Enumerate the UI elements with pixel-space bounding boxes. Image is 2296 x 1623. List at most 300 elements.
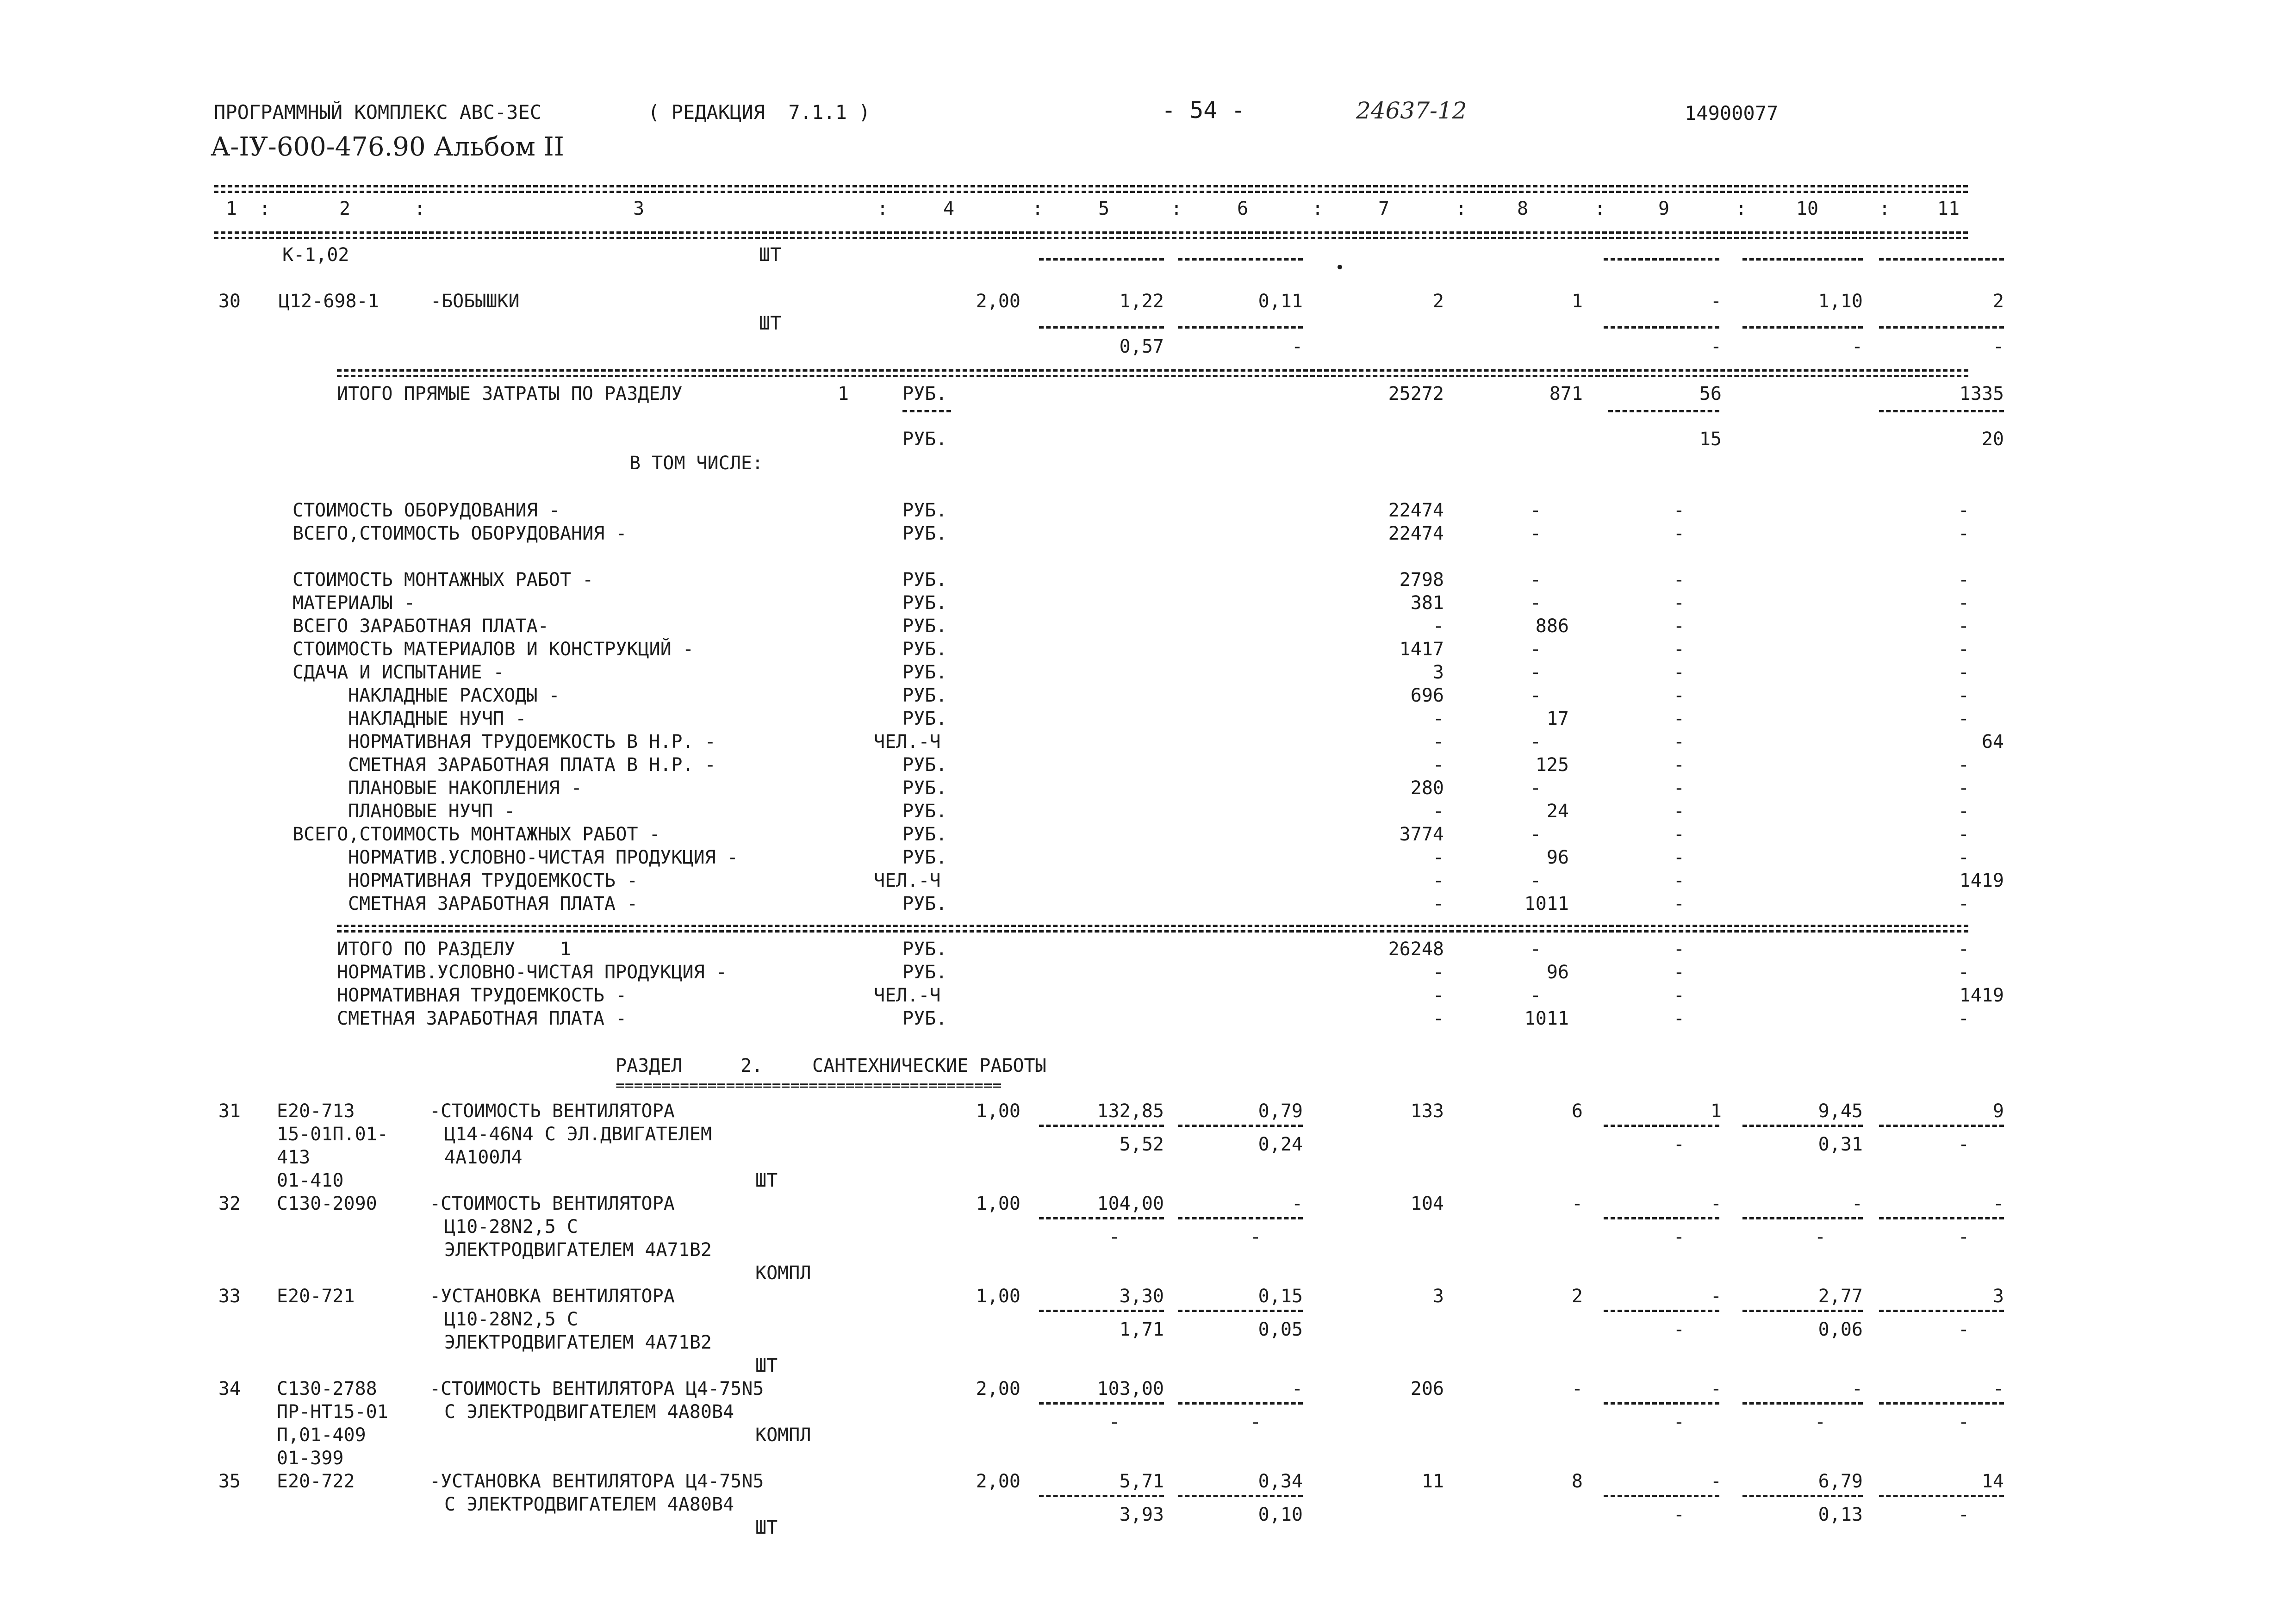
sub-rule bbox=[1039, 326, 1164, 329]
breakdown-c11: - bbox=[1958, 754, 1969, 776]
section-number: 2. bbox=[740, 1055, 763, 1076]
cell-c11-sub: - bbox=[1958, 1134, 1969, 1155]
cell-c5: 132,85 bbox=[1097, 1101, 1164, 1122]
breakdown-c7: - bbox=[1432, 870, 1444, 891]
cell-c5: 103,00 bbox=[1097, 1378, 1164, 1399]
cell-c5-sub: 0,57 bbox=[1119, 336, 1164, 357]
section-total-c8: 1011 bbox=[1524, 1008, 1569, 1029]
cell-c7: 206 bbox=[1410, 1378, 1444, 1399]
sub-rule bbox=[1879, 1402, 2004, 1405]
cell-c8: - bbox=[1571, 1193, 1583, 1214]
breakdown-label: НАКЛАДНЫЕ НУЧП - bbox=[348, 708, 527, 729]
cell-c11: - bbox=[1992, 1193, 2004, 1214]
breakdown-c8: - bbox=[1530, 569, 1541, 591]
breakdown-c8: 24 bbox=[1546, 801, 1569, 822]
breakdown-label: ВСЕГО,СТОИМОСТЬ ОБОРУДОВАНИЯ - bbox=[292, 523, 627, 544]
breakdown-c11: - bbox=[1958, 893, 1969, 914]
sub-rule bbox=[1039, 1310, 1164, 1312]
page-number: - 54 - bbox=[1162, 97, 1245, 124]
column-header-5: 5 bbox=[1098, 198, 1110, 219]
breakdown-c8: - bbox=[1530, 731, 1541, 752]
column-header-7: 7 bbox=[1378, 198, 1390, 219]
cell-c11: - bbox=[1992, 1378, 2004, 1399]
sub-rule bbox=[1604, 258, 1719, 261]
breakdown-unit: РУБ. bbox=[902, 801, 947, 822]
table-header-rule bbox=[214, 231, 1968, 234]
breakdown-c11: - bbox=[1958, 708, 1969, 729]
sub-rule bbox=[1608, 410, 1719, 412]
cell-c7: 11 bbox=[1421, 1471, 1444, 1492]
column-separator: : bbox=[877, 198, 889, 219]
cell-c11-sub: - bbox=[1958, 1319, 1969, 1340]
breakdown-c8: - bbox=[1530, 870, 1541, 891]
cell-c7: 2 bbox=[1432, 291, 1444, 312]
section-total-c7: - bbox=[1432, 985, 1444, 1006]
breakdown-label: СМЕТНАЯ ЗАРАБОТНАЯ ПЛАТА - bbox=[348, 893, 638, 914]
sub-rule bbox=[1604, 1217, 1719, 1219]
section-total-unit: РУБ. bbox=[902, 962, 947, 983]
cell-c11: 3 bbox=[1992, 1286, 2004, 1307]
item-name: Ц10-28N2,5 С bbox=[444, 1216, 578, 1237]
breakdown-label: МАТЕРИАЛЫ - bbox=[292, 592, 415, 614]
cell-c8: 2 bbox=[1571, 1286, 1583, 1307]
section-total-c8: - bbox=[1530, 985, 1541, 1006]
cell-c8: 8 bbox=[1571, 1471, 1583, 1492]
column-header-1: 1 bbox=[225, 198, 237, 219]
sub-rule bbox=[1879, 326, 2004, 329]
cell-c6-sub: - bbox=[1250, 1412, 1261, 1433]
cell-c5-sub: 3,93 bbox=[1119, 1504, 1164, 1525]
unit-label: ШТ bbox=[755, 1517, 778, 1538]
section-total-c7: - bbox=[1432, 962, 1444, 983]
breakdown-c7: 22474 bbox=[1388, 500, 1444, 521]
breakdown-unit: РУБ. bbox=[902, 500, 947, 521]
cell-c6-sub: 0,05 bbox=[1258, 1319, 1303, 1340]
item-name: ЭЛЕКТРОДВИГАТЕЛЕМ 4А71В2 bbox=[444, 1239, 712, 1261]
totals-unit-2: РУБ. bbox=[902, 429, 947, 450]
breakdown-c9: - bbox=[1673, 777, 1685, 799]
breakdown-c9: - bbox=[1673, 893, 1685, 914]
breakdown-c9: - bbox=[1673, 523, 1685, 544]
cell-c9: - bbox=[1710, 1286, 1722, 1307]
item-name: ЭЛЕКТРОДВИГАТЕЛЕМ 4А71В2 bbox=[444, 1332, 712, 1353]
cell-c10: 2,77 bbox=[1818, 1286, 1863, 1307]
table-top-rule bbox=[214, 185, 1968, 187]
item-number: 34 bbox=[218, 1378, 241, 1399]
cell-c11-sub: - bbox=[1992, 336, 2004, 357]
sub-rule bbox=[1879, 410, 2004, 412]
cell-c8: 1 bbox=[1571, 291, 1583, 312]
breakdown-c9: - bbox=[1673, 801, 1685, 822]
unit-label: ШТ bbox=[755, 1355, 778, 1376]
cell-c5-sub: - bbox=[1108, 1226, 1120, 1248]
sub-rule bbox=[1039, 1125, 1164, 1127]
breakdown-unit: РУБ. bbox=[902, 685, 947, 706]
breakdown-unit: РУБ. bbox=[902, 523, 947, 544]
cell-c10: - bbox=[1851, 1378, 1863, 1399]
cell-c6-sub: - bbox=[1250, 1226, 1261, 1248]
sub-rule bbox=[1879, 258, 2004, 261]
cell-c6: 0,15 bbox=[1258, 1286, 1303, 1307]
cell-c5-sub: 1,71 bbox=[1119, 1319, 1164, 1340]
cell-qty: 2,00 bbox=[976, 1471, 1020, 1492]
breakdown-unit: ЧЕЛ.-Ч bbox=[874, 870, 941, 891]
cell-c9-sub: - bbox=[1673, 1504, 1685, 1525]
cell-c6: 0,34 bbox=[1258, 1471, 1303, 1492]
section-total-c7: - bbox=[1432, 1008, 1444, 1029]
item-number: 30 bbox=[218, 291, 241, 312]
breakdown-c9: - bbox=[1673, 754, 1685, 776]
cell-c11-sub: - bbox=[1958, 1504, 1969, 1525]
breakdown-c8: 17 bbox=[1546, 708, 1569, 729]
item-code: С130-2788 bbox=[277, 1378, 377, 1399]
breakdown-c9: - bbox=[1673, 847, 1685, 868]
breakdown-label: НОРМАТИВНАЯ ТРУДОЕМКОСТЬ В Н.Р. - bbox=[348, 731, 716, 752]
totals-c8: 871 bbox=[1549, 383, 1583, 404]
breakdown-c8: 125 bbox=[1535, 754, 1569, 776]
item-code: Ц12-698-1 bbox=[279, 291, 379, 312]
breakdown-c9: - bbox=[1673, 708, 1685, 729]
sub-rule bbox=[1604, 1495, 1719, 1497]
sub-rule bbox=[1178, 1310, 1303, 1312]
sub-rule bbox=[1039, 1495, 1164, 1497]
sub-rule bbox=[1178, 258, 1303, 261]
cell-c6-sub: - bbox=[1291, 336, 1303, 357]
cell-c10-sub: 0,31 bbox=[1818, 1134, 1863, 1155]
breakdown-c8: - bbox=[1530, 639, 1541, 660]
breakdown-c7: 696 bbox=[1410, 685, 1444, 706]
cell-c8: 6 bbox=[1571, 1101, 1583, 1122]
cell-c5-sub: - bbox=[1108, 1412, 1120, 1433]
breakdown-c8: 886 bbox=[1535, 616, 1569, 637]
section-total-label: ИТОГО ПО РАЗДЕЛУ 1 bbox=[337, 939, 571, 960]
cell-c9: - bbox=[1710, 291, 1722, 312]
breakdown-c9: - bbox=[1673, 824, 1685, 845]
item-code: Е20-713 bbox=[277, 1101, 355, 1122]
section-title: САНТЕХНИЧЕСКИЕ РАБОТЫ bbox=[812, 1055, 1046, 1076]
sub-rule bbox=[1039, 258, 1164, 261]
item-name: -УСТАНОВКА ВЕНТИЛЯТОРА bbox=[429, 1286, 675, 1307]
totals-c7: 25272 bbox=[1388, 383, 1444, 404]
cell-c7: 104 bbox=[1410, 1193, 1444, 1214]
sub-rule bbox=[1879, 1310, 2004, 1312]
breakdown-c9: - bbox=[1673, 500, 1685, 521]
breakdown-c9: - bbox=[1673, 639, 1685, 660]
breakdown-c9: - bbox=[1673, 616, 1685, 637]
breakdown-c7: - bbox=[1432, 801, 1444, 822]
program-title: ПРОГРАММНЫЙ КОМПЛЕКС АВС-3ЕС bbox=[214, 101, 542, 124]
breakdown-label: СМЕТНАЯ ЗАРАБОТНАЯ ПЛАТА В Н.Р. - bbox=[348, 754, 716, 776]
breakdown-c7: 381 bbox=[1410, 592, 1444, 614]
breakdown-unit: ЧЕЛ.-Ч bbox=[874, 731, 941, 752]
breakdown-c8: 96 bbox=[1546, 847, 1569, 868]
item-code: С130-2090 bbox=[277, 1193, 377, 1214]
breakdown-c11: - bbox=[1958, 639, 1969, 660]
cell-c10: 6,79 bbox=[1818, 1471, 1863, 1492]
section-label: РАЗДЕЛ bbox=[616, 1055, 683, 1076]
totals-c9: 56 bbox=[1699, 383, 1722, 404]
breakdown-c7: - bbox=[1432, 893, 1444, 914]
breakdown-c9: - bbox=[1673, 592, 1685, 614]
breakdown-unit: РУБ. bbox=[902, 662, 947, 683]
breakdown-unit: РУБ. bbox=[902, 616, 947, 637]
breakdown-label: ВСЕГО ЗАРАБОТНАЯ ПЛАТА- bbox=[292, 616, 549, 637]
item-code: 01-410 bbox=[277, 1170, 344, 1191]
breakdown-unit: РУБ. bbox=[902, 847, 947, 868]
sub-rule bbox=[1039, 1402, 1164, 1405]
cell-c10: - bbox=[1851, 1193, 1863, 1214]
cell-c10-sub: 0,06 bbox=[1818, 1319, 1863, 1340]
item-code: Е20-721 bbox=[277, 1286, 355, 1307]
item-name: -СТОИМОСТЬ ВЕНТИЛЯТОРА bbox=[429, 1193, 675, 1214]
breakdown-c11: - bbox=[1958, 592, 1969, 614]
sub-rule bbox=[1742, 326, 1863, 329]
breakdown-c8: - bbox=[1530, 662, 1541, 683]
item-name: -УСТАНОВКА ВЕНТИЛЯТОРА Ц4-75N5 bbox=[429, 1471, 764, 1492]
sub-rule bbox=[1178, 1402, 1303, 1405]
item-name: -СТОИМОСТЬ ВЕНТИЛЯТОРА Ц4-75N5 bbox=[429, 1378, 764, 1399]
breakdown-unit: РУБ. bbox=[902, 777, 947, 799]
breakdown-label: ПЛАНОВЫЕ НАКОПЛЕНИЯ - bbox=[348, 777, 582, 799]
sub-rule bbox=[1742, 1402, 1863, 1405]
breakdown-c8: - bbox=[1530, 685, 1541, 706]
breakdown-unit: РУБ. bbox=[902, 569, 947, 591]
item-code: 01-399 bbox=[277, 1448, 344, 1469]
cell-qty: 2,00 bbox=[976, 1378, 1020, 1399]
item-code: К-1,02 bbox=[282, 244, 349, 266]
cell-c11: 2 bbox=[1992, 291, 2004, 312]
breakdown-c7: - bbox=[1432, 847, 1444, 868]
sub-rule bbox=[1178, 326, 1303, 329]
cell-c6-sub: 0,10 bbox=[1258, 1504, 1303, 1525]
breakdown-label: СТОИМОСТЬ МАТЕРИАЛОВ И КОНСТРУКЦИЙ - bbox=[292, 639, 694, 660]
column-header-4: 4 bbox=[943, 198, 955, 219]
breakdown-c8: 1011 bbox=[1524, 893, 1569, 914]
item-number: 35 bbox=[218, 1471, 241, 1492]
item-number: 32 bbox=[218, 1193, 241, 1214]
breakdown-label: НАКЛАДНЫЕ РАСХОДЫ - bbox=[348, 685, 560, 706]
item-code: П,01-409 bbox=[277, 1424, 366, 1446]
cell-c6: - bbox=[1291, 1193, 1303, 1214]
column-header-9: 9 bbox=[1658, 198, 1670, 219]
item-code: ПР-НТ15-01 bbox=[277, 1401, 388, 1423]
column-header-3: 3 bbox=[633, 198, 645, 219]
item-name: С ЭЛЕКТРОДВИГАТЕЛЕМ 4А80В4 bbox=[444, 1401, 734, 1423]
document-code: 14900077 bbox=[1685, 102, 1779, 124]
breakdown-c11: - bbox=[1958, 685, 1969, 706]
cell-qty: 1,00 bbox=[976, 1193, 1020, 1214]
sub-rule bbox=[1178, 1495, 1303, 1497]
column-separator: : bbox=[259, 198, 271, 219]
breakdown-label: НОРМАТИВНАЯ ТРУДОЕМКОСТЬ - bbox=[348, 870, 638, 891]
column-header-6: 6 bbox=[1237, 198, 1249, 219]
item-name: Ц14-46N4 С ЭЛ.ДВИГАТЕЛЕМ bbox=[444, 1124, 712, 1145]
sub-rule bbox=[1604, 1310, 1719, 1312]
cell-c6: 0,79 bbox=[1258, 1101, 1303, 1122]
section-rule bbox=[337, 375, 1968, 377]
breakdown-c11: 1419 bbox=[1959, 870, 2004, 891]
section-total-c11: - bbox=[1958, 1008, 1969, 1029]
cell-c9-sub: - bbox=[1710, 336, 1722, 357]
cell-c6: - bbox=[1291, 1378, 1303, 1399]
cell-c9: - bbox=[1710, 1471, 1722, 1492]
including-label: В ТОМ ЧИСЛЕ: bbox=[629, 453, 763, 474]
section-total-c11: 1419 bbox=[1959, 985, 2004, 1006]
breakdown-label: ВСЕГО,СТОИМОСТЬ МОНТАЖНЫХ РАБОТ - bbox=[292, 824, 660, 845]
section-rule bbox=[337, 369, 1968, 372]
breakdown-c11: - bbox=[1958, 500, 1969, 521]
column-header-11: 11 bbox=[1937, 198, 1960, 219]
sub-rule bbox=[1178, 1217, 1303, 1219]
breakdown-c11: - bbox=[1958, 523, 1969, 544]
sub-rule bbox=[1742, 1217, 1863, 1219]
unit-label: ШТ bbox=[759, 313, 782, 334]
cell-c5: 3,30 bbox=[1119, 1286, 1164, 1307]
cell-qty: 1,00 bbox=[976, 1286, 1020, 1307]
cell-c11: 9 bbox=[1992, 1101, 2004, 1122]
cell-c9-sub: - bbox=[1673, 1226, 1685, 1248]
cell-c10-sub: - bbox=[1814, 1412, 1826, 1433]
breakdown-c7: - bbox=[1432, 731, 1444, 752]
section-total-c8: 96 bbox=[1546, 962, 1569, 983]
column-separator: : bbox=[1879, 198, 1891, 219]
sub-rule bbox=[1604, 326, 1719, 329]
sub-rule bbox=[1742, 1310, 1863, 1312]
item-number: 31 bbox=[218, 1101, 241, 1122]
sub-rule bbox=[1879, 1495, 2004, 1497]
breakdown-c7: - bbox=[1432, 708, 1444, 729]
section-total-c9: - bbox=[1673, 962, 1685, 983]
section-total-c9: - bbox=[1673, 985, 1685, 1006]
cell-c7: 133 bbox=[1410, 1101, 1444, 1122]
section-total-label: НОРМАТИВНАЯ ТРУДОЕМКОСТЬ - bbox=[337, 985, 627, 1006]
breakdown-unit: РУБ. bbox=[902, 708, 947, 729]
breakdown-c9: - bbox=[1673, 685, 1685, 706]
section-total-c11: - bbox=[1958, 939, 1969, 960]
cell-qty: 2,00 bbox=[976, 291, 1020, 312]
breakdown-c8: - bbox=[1530, 523, 1541, 544]
breakdown-label: НОРМАТИВ.УСЛОВНО-ЧИСТАЯ ПРОДУКЦИЯ - bbox=[348, 847, 738, 868]
handwritten-number: 24637-12 bbox=[1356, 97, 1467, 124]
cell-c5: 104,00 bbox=[1097, 1193, 1164, 1214]
breakdown-c7: - bbox=[1432, 616, 1444, 637]
breakdown-label: СТОИМОСТЬ МОНТАЖНЫХ РАБОТ - bbox=[292, 569, 594, 591]
breakdown-label: СДАЧА И ИСПЫТАНИЕ - bbox=[292, 662, 504, 683]
sub-rule bbox=[1604, 1402, 1719, 1405]
item-name: Ц10-28N2,5 С bbox=[444, 1309, 578, 1330]
cell-c10-sub: 0,13 bbox=[1818, 1504, 1863, 1525]
column-separator: : bbox=[414, 198, 426, 219]
cell-c7: 3 bbox=[1432, 1286, 1444, 1307]
section-total-c11: - bbox=[1958, 962, 1969, 983]
cell-c9-sub: - bbox=[1673, 1319, 1685, 1340]
breakdown-label: СТОИМОСТЬ ОБОРУДОВАНИЯ - bbox=[292, 500, 560, 521]
item-name: С ЭЛЕКТРОДВИГАТЕЛЕМ 4А80В4 bbox=[444, 1494, 734, 1515]
cell-c10: 1,10 bbox=[1818, 291, 1863, 312]
scan-dot bbox=[1338, 265, 1342, 269]
section-total-c7: 26248 bbox=[1388, 939, 1444, 960]
breakdown-c7: 1417 bbox=[1399, 639, 1444, 660]
totals-section: 1 bbox=[838, 383, 849, 404]
column-separator: : bbox=[1456, 198, 1467, 219]
sub-rule bbox=[1742, 1495, 1863, 1497]
column-separator: : bbox=[1312, 198, 1324, 219]
breakdown-c11: - bbox=[1958, 777, 1969, 799]
section-rule bbox=[337, 930, 1968, 933]
breakdown-unit: РУБ. bbox=[902, 639, 947, 660]
cell-c9-sub: - bbox=[1673, 1412, 1685, 1433]
breakdown-c9: - bbox=[1673, 569, 1685, 591]
cell-c6: 0,11 bbox=[1258, 291, 1303, 312]
totals-c9-sub: 15 bbox=[1699, 429, 1722, 450]
section-underline: ========================================== bbox=[616, 1076, 1002, 1094]
breakdown-unit: РУБ. bbox=[902, 592, 947, 614]
cell-c5: 5,71 bbox=[1119, 1471, 1164, 1492]
item-code: 15-01П.01- bbox=[277, 1124, 388, 1145]
section-total-c9: - bbox=[1673, 939, 1685, 960]
breakdown-c8: - bbox=[1530, 777, 1541, 799]
breakdown-c8: - bbox=[1530, 592, 1541, 614]
cell-c11-sub: - bbox=[1958, 1412, 1969, 1433]
cell-c9: 1 bbox=[1710, 1101, 1722, 1122]
totals-c11-sub: 20 bbox=[1981, 429, 2004, 450]
breakdown-c9: - bbox=[1673, 662, 1685, 683]
breakdown-c11: - bbox=[1958, 569, 1969, 591]
breakdown-c11: - bbox=[1958, 616, 1969, 637]
section-total-label: НОРМАТИВ.УСЛОВНО-ЧИСТАЯ ПРОДУКЦИЯ - bbox=[337, 962, 727, 983]
table-top-rule-2 bbox=[214, 191, 1968, 193]
sub-rule bbox=[1039, 1217, 1164, 1219]
breakdown-c8: - bbox=[1530, 500, 1541, 521]
item-code: 413 bbox=[277, 1147, 311, 1168]
cell-c10-sub: - bbox=[1851, 336, 1863, 357]
sub-rule bbox=[1604, 1125, 1719, 1127]
cell-c6-sub: 0,24 bbox=[1258, 1134, 1303, 1155]
breakdown-c7: 280 bbox=[1410, 777, 1444, 799]
item-number: 33 bbox=[218, 1286, 241, 1307]
column-header-10: 10 bbox=[1796, 198, 1819, 219]
cell-qty: 1,00 bbox=[976, 1101, 1020, 1122]
section-total-unit: ЧЕЛ.-Ч bbox=[874, 985, 941, 1006]
breakdown-c7: 22474 bbox=[1388, 523, 1444, 544]
cell-c10: 9,45 bbox=[1818, 1101, 1863, 1122]
column-header-2: 2 bbox=[339, 198, 351, 219]
item-name: -СТОИМОСТЬ ВЕНТИЛЯТОРА bbox=[429, 1101, 675, 1122]
cell-c10-sub: - bbox=[1814, 1226, 1826, 1248]
breakdown-c11: - bbox=[1958, 801, 1969, 822]
section-rule bbox=[337, 925, 1968, 927]
unit-label: ШТ bbox=[759, 244, 782, 266]
breakdown-label: ПЛАНОВЫЕ НУЧП - bbox=[348, 801, 516, 822]
column-separator: : bbox=[1171, 198, 1182, 219]
section-total-unit: РУБ. bbox=[902, 1008, 947, 1029]
sub-rule bbox=[902, 410, 951, 412]
breakdown-c7: - bbox=[1432, 754, 1444, 776]
breakdown-c9: - bbox=[1673, 731, 1685, 752]
breakdown-c11: - bbox=[1958, 847, 1969, 868]
breakdown-unit: РУБ. bbox=[902, 893, 947, 914]
breakdown-c11: 64 bbox=[1981, 731, 2004, 752]
section-total-c9: - bbox=[1673, 1008, 1685, 1029]
sub-rule bbox=[1742, 258, 1863, 261]
sub-rule bbox=[1879, 1217, 2004, 1219]
breakdown-unit: РУБ. bbox=[902, 754, 947, 776]
album-title: А-IУ-600-476.90 Альбом II bbox=[211, 132, 564, 162]
breakdown-c7: 2798 bbox=[1399, 569, 1444, 591]
cell-c9: - bbox=[1710, 1193, 1722, 1214]
column-header-8: 8 bbox=[1517, 198, 1529, 219]
table-header-rule-2 bbox=[214, 237, 1968, 239]
